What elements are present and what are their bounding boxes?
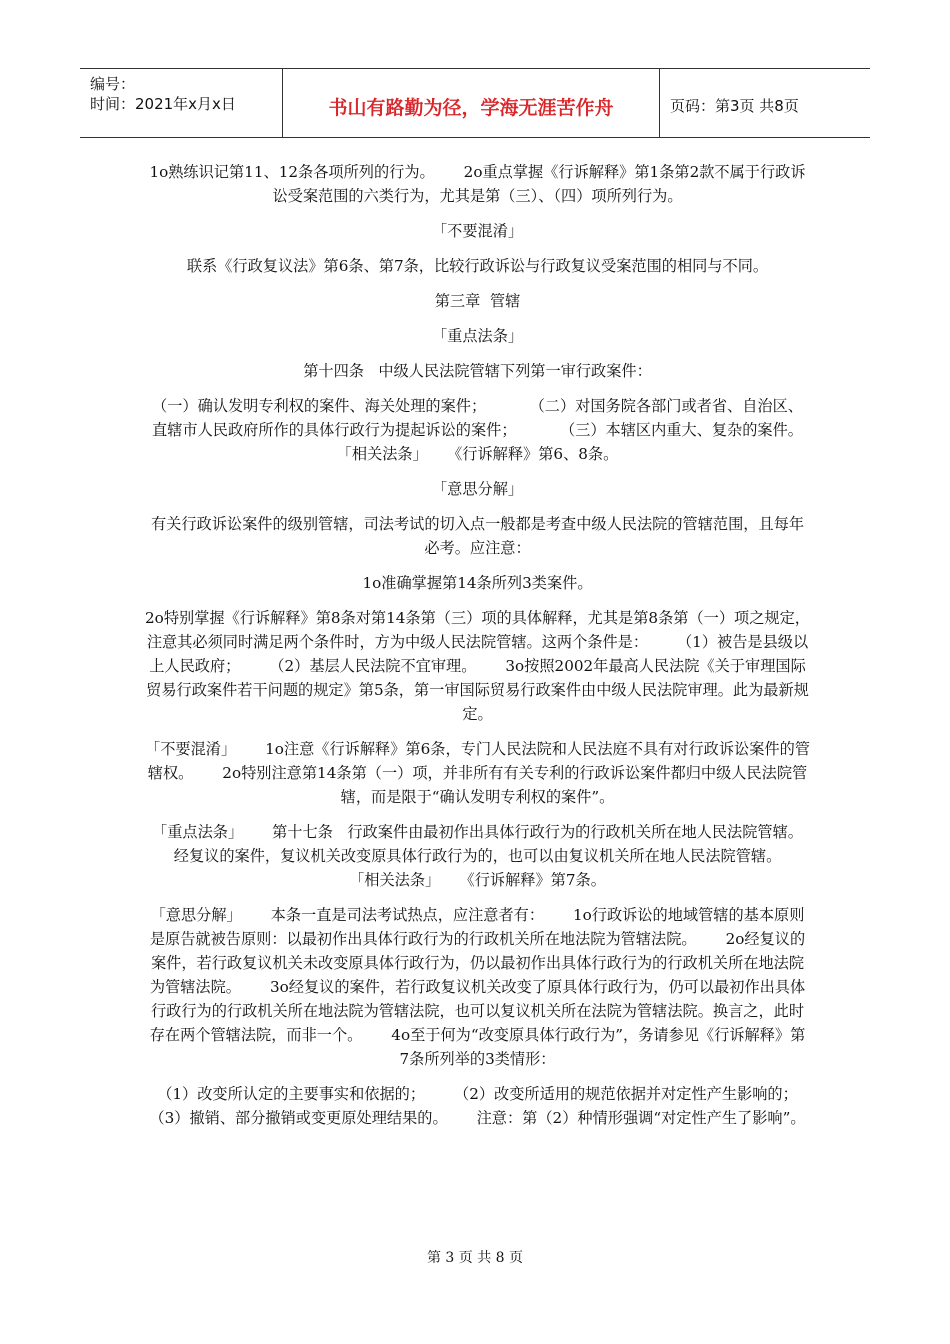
body-paragraph: 「意思分解」 本条一直是司法考试热点，应注意者有： 1o行政诉讼的地域管辖的基本原则是原告就被告原则：以最初作出具体行政行为的行政机关所在地法院为管辖法院。 2o经复议的案件，若行政复议机关未改变原具体行政行为，仍以最初作出具体行政行为的行政机关所在地法院为管辖法院。 3o经复议的案件，若行政复议机关改变了原具体行政行为，仍可以最初作出具体行政行为的行政机关所在地法院为管辖法院，也可以复议机关所在法院为管辖法院。换言之，此时存在两个管辖法院，而非一个。 4o至于何为“改变原具体行政行为”，务请参见《行诉解释》第7条所列举的3类情形： xyxy=(149,906,806,1068)
body-paragraph: 「重点法条」 第十七条 行政案件由最初作出具体行政行为的行政机关所在地人民法院管辖。经复议的案件，复议机关改变原具体行政行为的，也可以由复议机关所在地人民法院管辖。 「相关法条」 《行诉解释》第7条。 xyxy=(152,823,811,889)
section-tag: 「不要混淆」 xyxy=(431,222,524,240)
section-tag: 「意思分解」 xyxy=(431,480,524,498)
header-motto: 书山有路勤为径，学海无涯苦作舟 xyxy=(328,97,614,119)
body-paragraph: 1o准确掌握第14条所列3类案件。 xyxy=(362,574,593,592)
page-footer: 第 3 页 共 8 页 xyxy=(426,1250,524,1266)
body-paragraph: 「不要混淆」 1o注意《行诉解释》第6条，专门人民法院和人民法庭不具有对行政诉讼案件的管辖权。 2o特别注意第14条第（一）项，并非所有有关专利的行政诉讼案件都归中级人民法院管辖，而是限于“确认发明专利权的案件”。 xyxy=(145,740,810,806)
document-number-label: 编号： xyxy=(90,75,136,93)
body-paragraph: （一）确认发明专利权的案件、海关处理的案件； （二）对国务院各部门或者省、自治区、直辖市人民政府所作的具体行政行为提起诉讼的案件； （三）本辖区内重大、复杂的案件。 「相关法条」 《行诉解释》第6、8条。 xyxy=(152,397,832,463)
header-page-cell xyxy=(660,69,870,137)
body-paragraph: 联系《行政复议法》第6条、第7条，比较行政诉讼与行政复议受案范围的相同与不同。 xyxy=(186,257,769,275)
body-paragraph: （1）改变所认定的主要事实和依据的； （2）改变所适用的规范依据并对定性产生影响的； （3）撤销、部分撤销或变更原处理结果的。 注意：第（2）种情形强调“对定性产生了影响”。 xyxy=(149,1085,827,1127)
document-body xyxy=(145,160,832,1130)
header-page-number: 页码：第3页 共8页 xyxy=(670,97,799,115)
section-tag: 「重点法条」 xyxy=(431,327,524,345)
header-motto-cell xyxy=(283,69,660,137)
body-paragraph: 2o特别掌握《行诉解释》第8条对第14条第（三）项的具体解释，尤其是第8条第（一）项之规定，注意其必须同时满足两个条件时，方为中级人民法院管辖。这两个条件是： （1）被告是县级以上人民政府； （2）基层人民法院不宜审理。 3o按照2002年最高人民法院《关于审理国际贸易行政案件若干问题的规定》第5条，第一审国际贸易行政案件由中级人民法院审理。此为最新规定。 xyxy=(145,609,810,723)
document-header xyxy=(80,68,870,138)
chapter-heading: 第三章 管辖 xyxy=(434,292,521,310)
article-heading: 第十四条 中级人民法院管辖下列第一审行政案件： xyxy=(303,362,652,380)
document-time-label: 时间：2021年x月x日 xyxy=(90,95,236,113)
body-paragraph: 有关行政诉讼案件的级别管辖，司法考试的切入点一般都是考查中级人民法院的管辖范围，且每年必考。应注意： xyxy=(150,515,805,557)
header-meta-cell xyxy=(80,69,283,137)
body-paragraph: 1o熟练识记第11、12条各项所列的行为。 2o重点掌握《行诉解释》第1条第2款不属于行政诉讼受案范围的六类行为，尤其是第（三）、（四）项所列行为。 xyxy=(149,163,806,205)
